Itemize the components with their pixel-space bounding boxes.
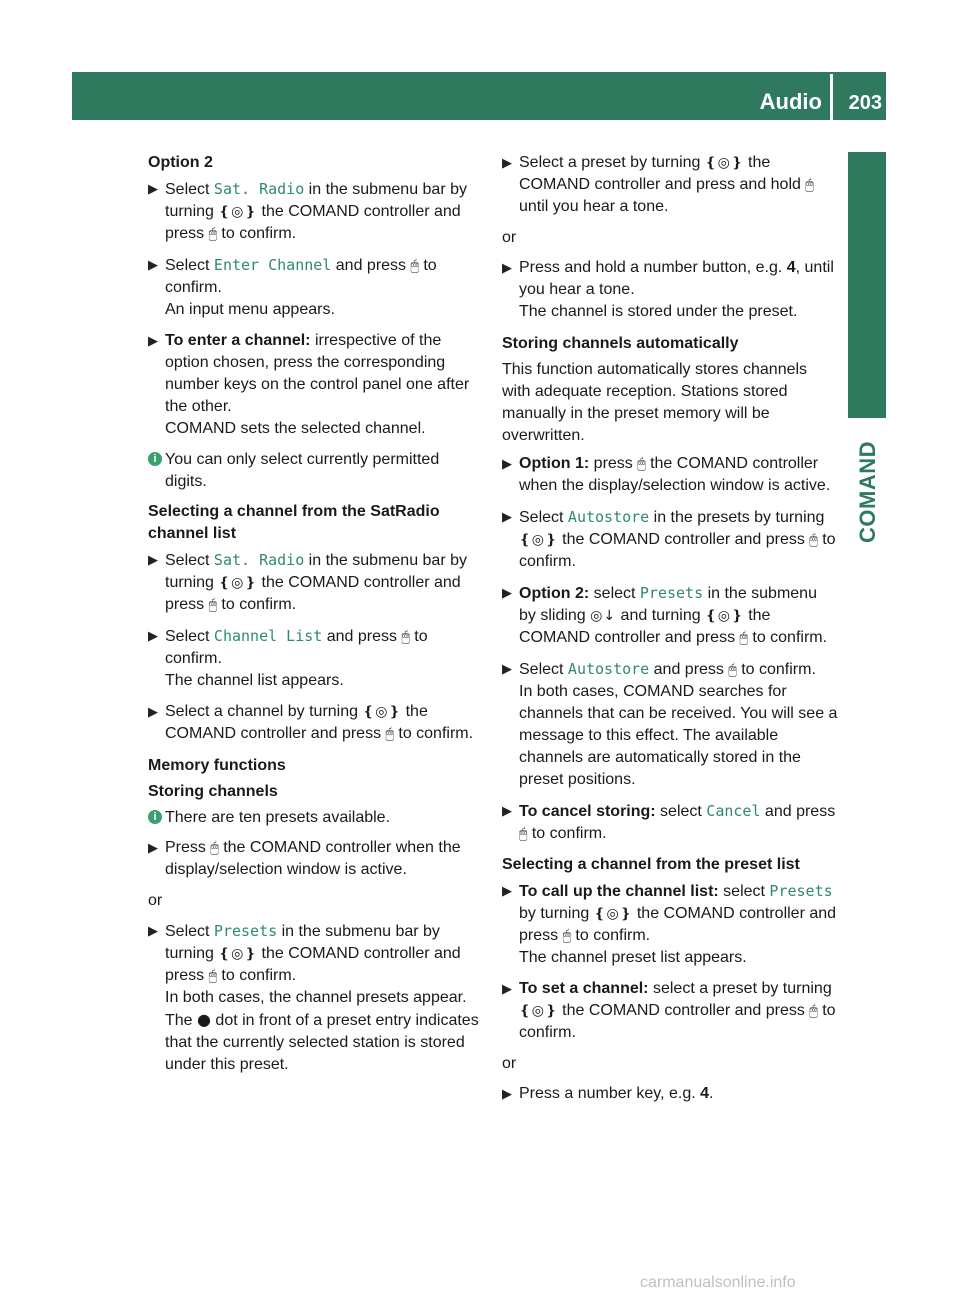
paragraph: This function automatically stores channels with adequate reception. Stations stored manually in the preset memory will be overwritten.	[502, 361, 808, 444]
step: ▶ Select Autostore and press 🖱 to confirm. In both cases, COMAND searches for channels that can be received. You will see a message to this effect. The available channels are automatically stored in the preset positions.	[502, 660, 838, 788]
press-icon: 🖱	[519, 826, 528, 842]
heading-select-satradio: Selecting a channel from the SatRadio channel list	[148, 503, 440, 542]
press-icon: 🖱	[401, 629, 410, 645]
step: ▶ Select Sat. Radio in the submenu bar by turning ❴◎❵ the COMAND controller and press 🖱 to confirm.	[148, 551, 467, 613]
step: ▶ Select a preset by turning ❴◎❵ the COMAND controller and press and hold 🖱 until you hear a tone.	[502, 154, 814, 215]
press-icon: 🖱	[728, 662, 737, 678]
side-tab	[848, 152, 886, 418]
dot-icon: ●	[197, 1010, 211, 1029]
side-tab-label: COMAND	[855, 441, 880, 543]
controller-turn-icon: ❴◎❵	[218, 204, 258, 220]
arrow-icon: ▶	[502, 509, 512, 524]
arrow-icon: ▶	[502, 155, 512, 170]
press-icon: 🖱	[410, 258, 419, 274]
controller-turn-icon: ❴◎❵	[362, 704, 402, 720]
arrow-icon: ▶	[502, 456, 512, 471]
arrow-icon: ▶	[502, 883, 512, 898]
menu-item-channel-list: Channel List	[213, 627, 323, 645]
arrow-icon: ▶	[502, 585, 512, 600]
controller-slide-icon: ◎↓	[590, 608, 617, 624]
left-column	[148, 152, 484, 1085]
step: ▶ Select a channel by turning ❴◎❵ the COMAND controller and press 🖱 to confirm.	[148, 703, 474, 742]
or-separator: or	[502, 1055, 517, 1072]
menu-item-presets: Presets	[213, 922, 278, 940]
heading-storing-automatically: Storing channels automatically	[502, 335, 739, 352]
press-icon: 🖱	[385, 726, 394, 742]
step: ▶ Select Channel List and press 🖱 to confirm. The channel list appears.	[148, 627, 428, 689]
controller-turn-icon: ❴◎❵	[593, 906, 633, 922]
step: ▶ To enter a channel: irrespective of the option chosen, press the corresponding number keys on the control panel one after the other. COMAND sets the selected channel.	[148, 332, 470, 437]
heading-storing-channels: Storing channels	[148, 783, 278, 800]
menu-item-autostore: Autostore	[567, 508, 650, 526]
press-icon: 🖱	[562, 928, 571, 944]
arrow-icon: ▶	[148, 333, 158, 348]
press-icon: 🖱	[739, 630, 748, 646]
menu-item-enter-channel: Enter Channel	[213, 256, 332, 274]
info-icon: i	[148, 810, 162, 824]
right-column	[502, 152, 838, 1114]
arrow-icon: ▶	[502, 1086, 512, 1101]
controller-turn-icon: ❴◎❵	[704, 155, 744, 171]
step: ▶ Option 2: select Presets in the submenu by sliding ◎↓ and turning ❴◎❵ the COMAND controller and press 🖱 to confirm.	[502, 584, 828, 646]
menu-item-autostore: Autostore	[567, 660, 650, 678]
press-icon: 🖱	[208, 968, 217, 984]
menu-item-sat-radio: Sat. Radio	[213, 551, 305, 569]
arrow-icon: ▶	[148, 552, 158, 567]
press-icon: 🖱	[210, 840, 219, 856]
step: ▶ To call up the channel list: select Presets by turning ❴◎❵ the COMAND controller and press 🖱 to confirm. The channel preset list appears.	[502, 882, 837, 966]
press-icon: 🖱	[637, 456, 646, 472]
press-icon: 🖱	[805, 177, 814, 193]
menu-item-cancel: Cancel	[706, 802, 761, 820]
controller-turn-icon: ❴◎❵	[218, 946, 258, 962]
arrow-icon: ▶	[148, 704, 158, 719]
menu-item-presets: Presets	[639, 584, 704, 602]
arrow-icon: ▶	[502, 981, 512, 996]
arrow-icon: ▶	[502, 260, 512, 275]
heading-option-2: Option 2	[148, 154, 213, 171]
menu-item-presets: Presets	[769, 882, 833, 900]
step: ▶ Press and hold a number button, e.g. 4, until you hear a tone. The channel is stored under the preset.	[502, 259, 834, 320]
info-note: i There are ten presets available.	[148, 807, 484, 829]
press-icon: 🖱	[208, 226, 217, 242]
arrow-icon: ▶	[148, 628, 158, 643]
controller-turn-icon: ❴◎❵	[519, 1003, 558, 1019]
heading-select-preset-list: Selecting a channel from the preset list	[502, 856, 800, 873]
arrow-icon: ▶	[148, 923, 158, 938]
press-icon: 🖱	[208, 597, 217, 613]
watermark: carmanualsonline.info	[640, 1274, 796, 1291]
step: ▶ Select Presets in the submenu bar by turning ❴◎❵ the COMAND controller and press 🖱 to confirm. In both cases, the channel presets appear. The ● dot in front of a preset entry indicates that the currently selected station is stored under this preset.	[148, 922, 479, 1073]
controller-turn-icon: ❴◎❵	[705, 608, 744, 624]
page-number: 203	[848, 92, 882, 114]
header-bar	[72, 72, 886, 120]
info-icon: i	[148, 452, 162, 466]
step: ▶ Option 1: press 🖱 the COMAND controller when the display/selection window is active.	[502, 455, 831, 494]
controller-turn-icon: ❴◎❵	[218, 575, 258, 591]
header-divider	[830, 74, 833, 120]
step: ▶ Select Sat. Radio in the submenu bar by turning ❴◎❵ the COMAND controller and press 🖱 to confirm.	[148, 180, 467, 242]
heading-memory-functions: Memory functions	[148, 757, 286, 774]
or-separator: or	[502, 229, 517, 246]
step: ▶ Press 🖱 the COMAND controller when the display/selection window is active.	[148, 839, 461, 878]
step: ▶ Select Enter Channel and press 🖱 to confirm. An input menu appears.	[148, 256, 437, 318]
or-separator: or	[148, 892, 163, 909]
press-icon: 🖱	[809, 1003, 818, 1019]
step: ▶ Press a number key, e.g. 4.	[502, 1083, 838, 1105]
info-note: i You can only select currently permitted digits.	[148, 449, 484, 493]
section-title: Audio	[759, 89, 822, 114]
arrow-icon: ▶	[148, 840, 158, 855]
arrow-icon: ▶	[502, 661, 512, 676]
arrow-icon: ▶	[148, 181, 158, 196]
arrow-icon: ▶	[502, 803, 512, 818]
arrow-icon: ▶	[148, 257, 158, 272]
controller-turn-icon: ❴◎❵	[519, 532, 558, 548]
step: ▶ To set a channel: select a preset by turning ❴◎❵ the COMAND controller and press 🖱 to confirm.	[502, 980, 836, 1041]
step: ▶ To cancel storing: select Cancel and press 🖱 to confirm.	[502, 802, 836, 842]
menu-item-sat-radio: Sat. Radio	[213, 180, 305, 198]
press-icon: 🖱	[809, 532, 818, 548]
step: ▶ Select Autostore in the presets by turning ❴◎❵ the COMAND controller and press 🖱 to confirm.	[502, 508, 836, 570]
